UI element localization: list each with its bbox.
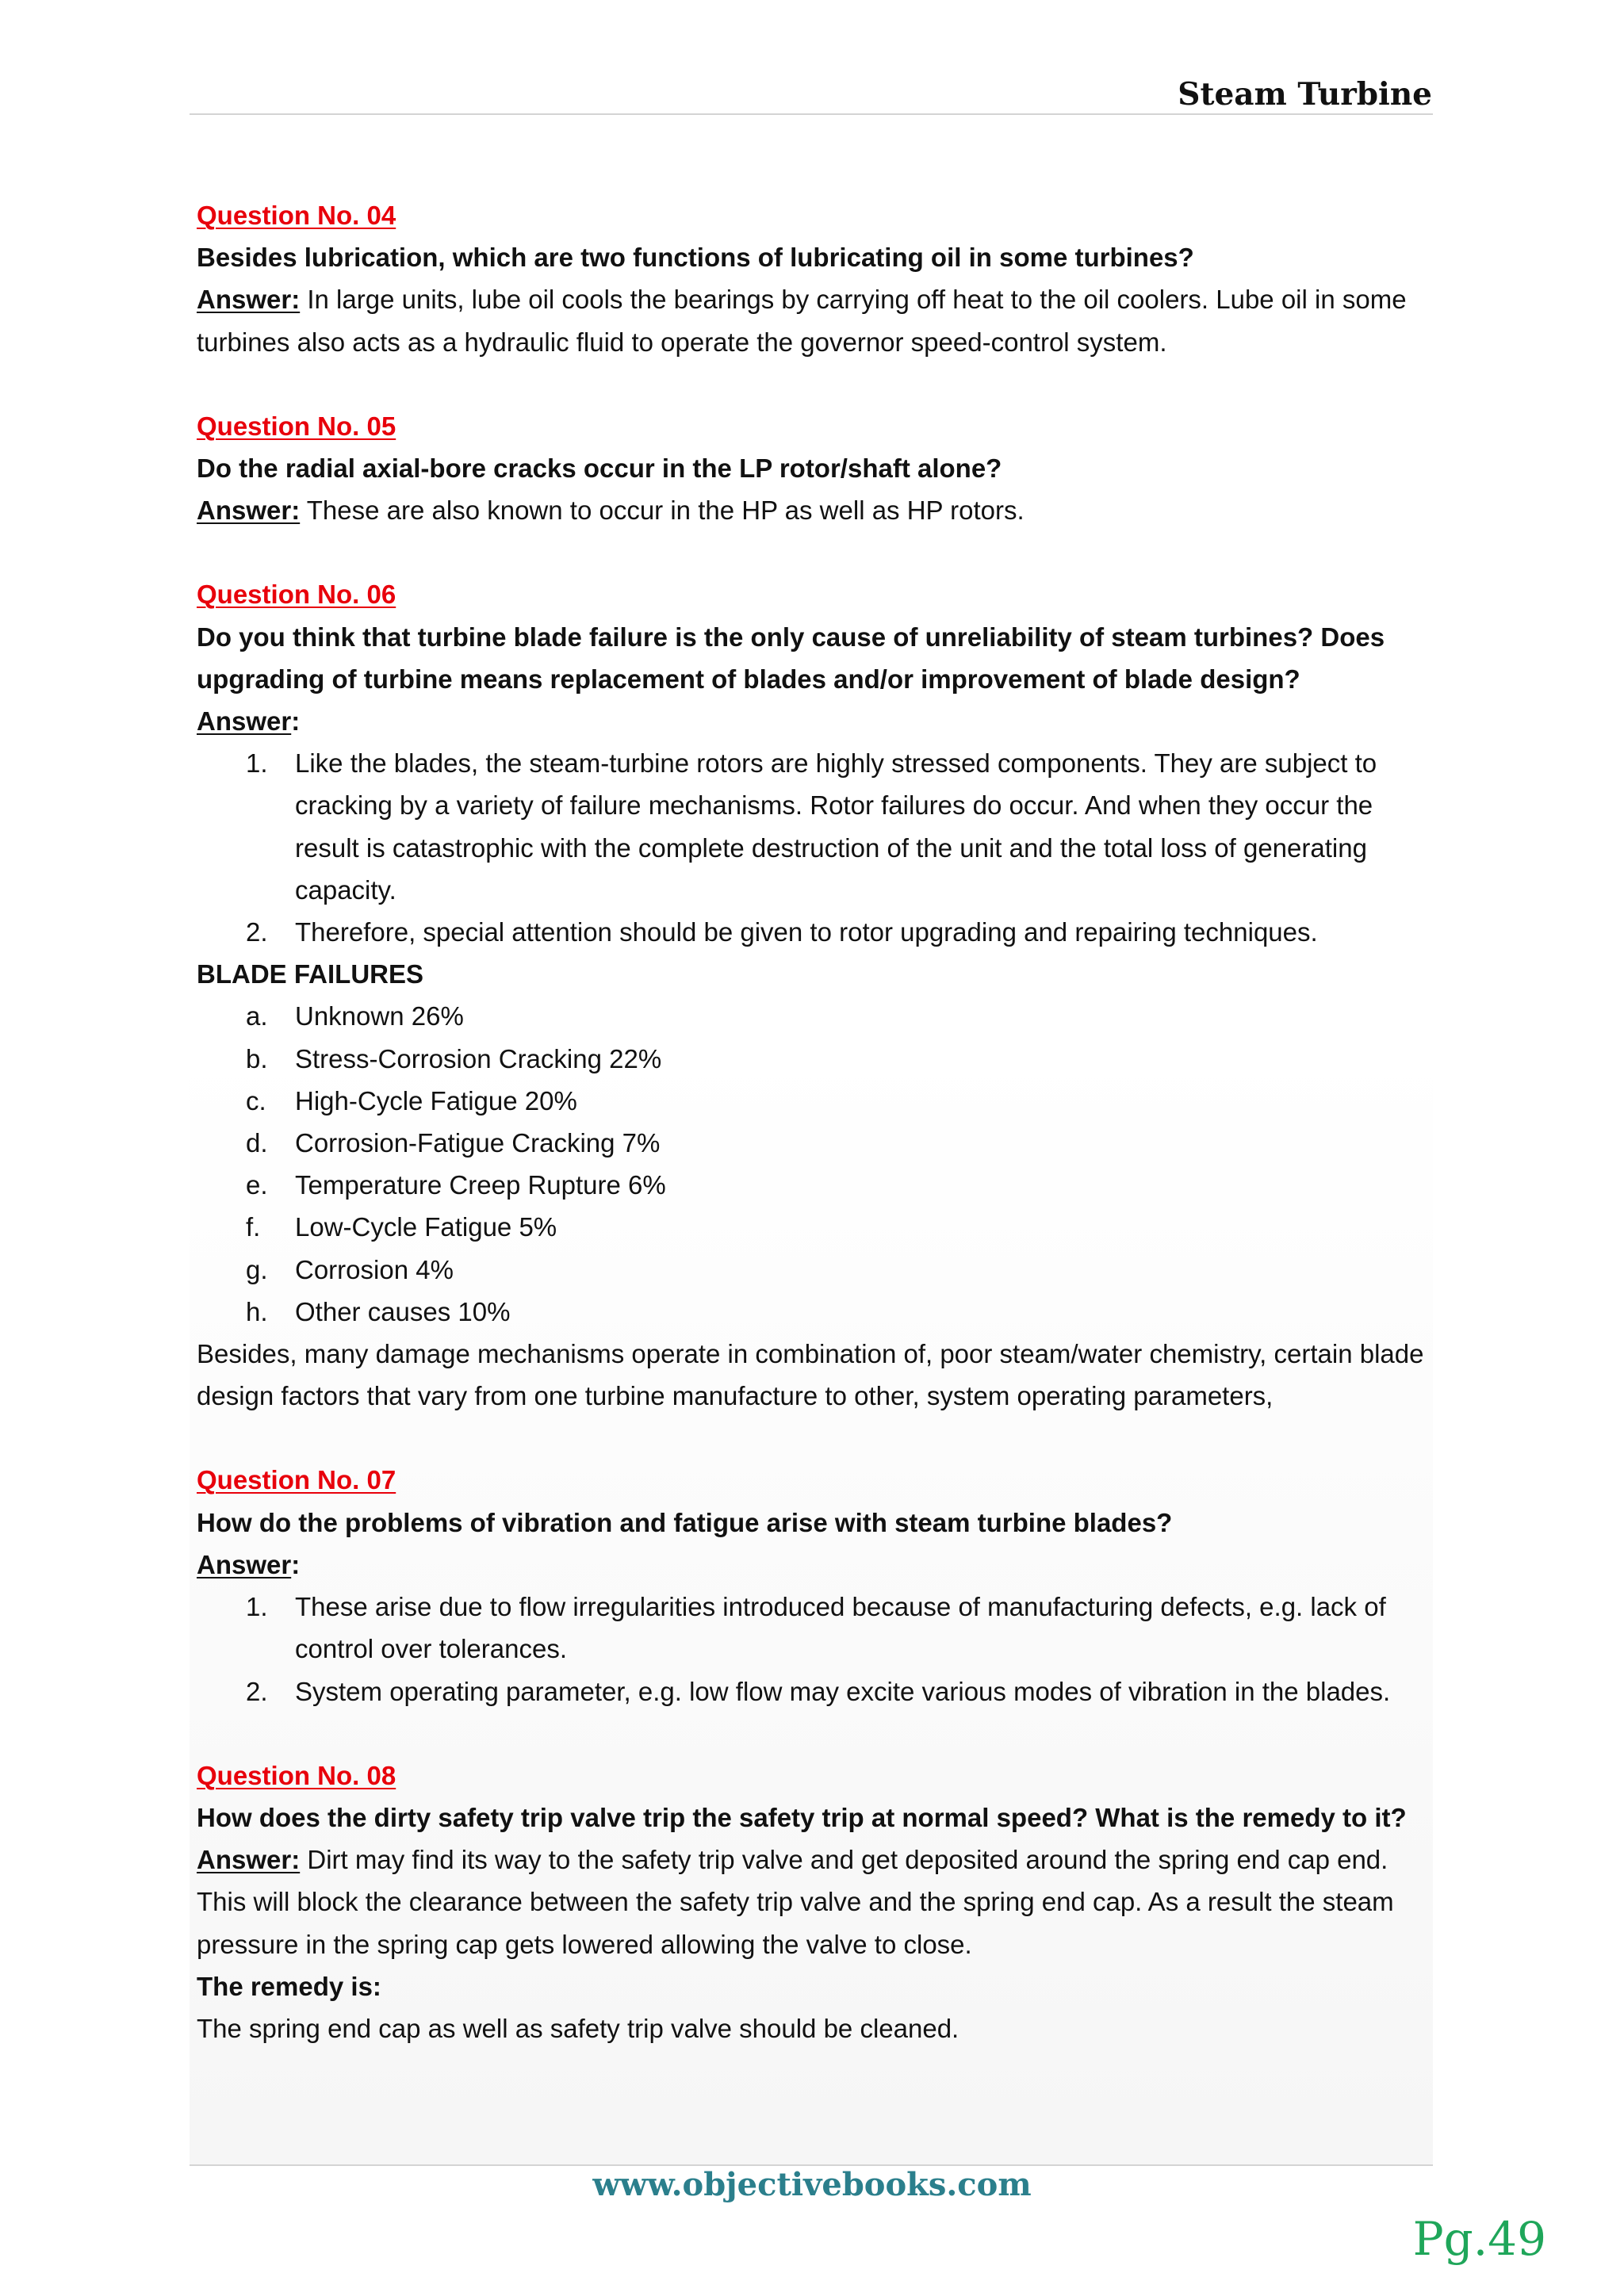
list-item (197, 911, 1434, 953)
list-item (197, 1038, 1434, 1080)
answer-paragraph (197, 489, 1434, 531)
list-item-text: Corrosion-Fatigue Cracking 7% (295, 1128, 661, 1158)
list-item-text: Other causes 10% (295, 1296, 511, 1326)
list-item (197, 1670, 1434, 1712)
question-number: Question No. 04 (197, 201, 396, 230)
question-number: Question No. 07 (197, 1465, 396, 1495)
question-number: Question No. 05 (197, 411, 396, 441)
list-marker: f. (246, 1212, 261, 1242)
question-block-08 (197, 1755, 1434, 2049)
list-marker: 1. (246, 748, 268, 779)
list-marker: e. (246, 1170, 268, 1200)
list-item (197, 742, 1434, 911)
list-item-text: Low-Cycle Fatigue 5% (295, 1212, 557, 1242)
list-item-text: Therefore, special attention should be given to rotor upgrading and repairing techniques. (295, 917, 1318, 947)
list-marker: g. (246, 1254, 268, 1284)
blade-failures-heading: BLADE FAILURES (197, 959, 424, 989)
page-number: Pg.49 (1412, 2212, 1546, 2266)
answer-label: Answer (197, 706, 292, 737)
list-marker: 1. (246, 1592, 268, 1622)
question-text: How do the problems of vibration and fatigue arise with steam turbine blades? (197, 1507, 1173, 1537)
header-divider (190, 113, 1433, 115)
answer-heading (197, 1544, 1434, 1586)
list-marker: c. (246, 1085, 266, 1115)
list-marker: a. (246, 1001, 268, 1031)
list-item (197, 1206, 1434, 1248)
list-marker: b. (246, 1043, 268, 1073)
list-marker: d. (246, 1128, 268, 1158)
list-item (197, 1291, 1434, 1333)
answer-points (197, 1586, 1434, 1712)
question-block-05 (197, 405, 1434, 532)
question-block-07 (197, 1459, 1434, 1712)
list-item (197, 995, 1434, 1037)
answer-label: Answer: (197, 1845, 301, 1875)
list-marker: 2. (246, 1676, 268, 1706)
list-item-text: System operating parameter, e.g. low flow may excite various modes of vibration in the blades. (295, 1676, 1391, 1706)
answer-text: Dirt may find its way to the safety trip valve and get deposited around the spring end cap end. This will block the clearance between the safety trip valve and the spring end cap. As a result the steam pressure in the spring cap gets lowered allowing the valve to close. (197, 1845, 1394, 1959)
list-item-text: High-Cycle Fatigue 20% (295, 1085, 577, 1115)
answer-paragraph (197, 1839, 1434, 1965)
answer-colon: : (291, 1549, 301, 1579)
answer-label: Answer: (197, 496, 301, 526)
answer-text: In large units, lube oil cools the bearings by carrying off heat to the oil coolers. Lube oil in some turbines also acts as a hydraulic fluid to operate the governor speed-control system. (197, 285, 1407, 357)
list-item (197, 1249, 1434, 1291)
answer-colon: : (291, 706, 301, 737)
list-item-text: These arise due to flow irregularities introduced because of manufacturing defects, e.g. lack of control over tolerances. (295, 1592, 1386, 1664)
list-item (197, 1080, 1434, 1122)
answer-label: Answer (197, 1549, 292, 1579)
list-item (197, 1586, 1434, 1670)
answer-heading (197, 700, 1434, 742)
question-text: Besides lubrication, which are two functions of lubricating oil in some turbines? (197, 243, 1194, 273)
remedy-label: The remedy is: (197, 1971, 381, 2001)
footer-website-link[interactable]: www.objectivebooks.com (592, 2166, 1032, 2203)
header-title: Steam Turbine (1178, 76, 1432, 113)
question-block-06 (197, 573, 1434, 1417)
answer-label: Answer: (197, 285, 301, 315)
list-item-text: Stress-Corrosion Cracking 22% (295, 1043, 662, 1073)
blade-failures-list (197, 995, 1434, 1333)
answer-paragraph (197, 278, 1434, 362)
list-marker: 2. (246, 917, 268, 947)
question-text: Do the radial axial-bore cracks occur in the LP rotor/shaft alone? (197, 453, 1002, 484)
list-item-text: Temperature Creep Rupture 6% (295, 1170, 666, 1200)
list-item-text: Unknown 26% (295, 1001, 464, 1031)
answer-text: These are also known to occur in the HP as well as HP rotors. (300, 496, 1025, 526)
question-text: Do you think that turbine blade failure is the only cause of unreliability of steam turbines? Does upgrading of turbine means replacement of blades and/or improvement of blade design? (197, 622, 1385, 694)
list-item-text: Like the blades, the steam-turbine rotors are highly stressed components. They are subject to cracking by a variety of failure mechanisms. Rotor failures do occur. And when they occur the result is catastrophic with the complete destruction of the unit and the total loss of generating capacity. (295, 748, 1377, 905)
answer-points (197, 742, 1434, 953)
list-marker: h. (246, 1296, 268, 1326)
list-item (197, 1122, 1434, 1164)
closing-paragraph: Besides, many damage mechanisms operate in combination of, poor steam/water chemistry, certain blade design factors that vary from one turbine manufacture to other, system operating parameters, (197, 1339, 1424, 1411)
question-number: Question No. 06 (197, 580, 396, 610)
list-item-text: Corrosion 4% (295, 1254, 454, 1284)
question-text: How does the dirty safety trip valve trip the safety trip at normal speed? What is the remedy to it? (197, 1802, 1407, 1832)
remedy-text: The spring end cap as well as safety trip valve should be cleaned. (197, 2013, 959, 2043)
question-block-04 (197, 194, 1434, 363)
list-item (197, 1164, 1434, 1206)
document-body (197, 194, 1434, 2049)
question-number: Question No. 08 (197, 1760, 396, 1790)
